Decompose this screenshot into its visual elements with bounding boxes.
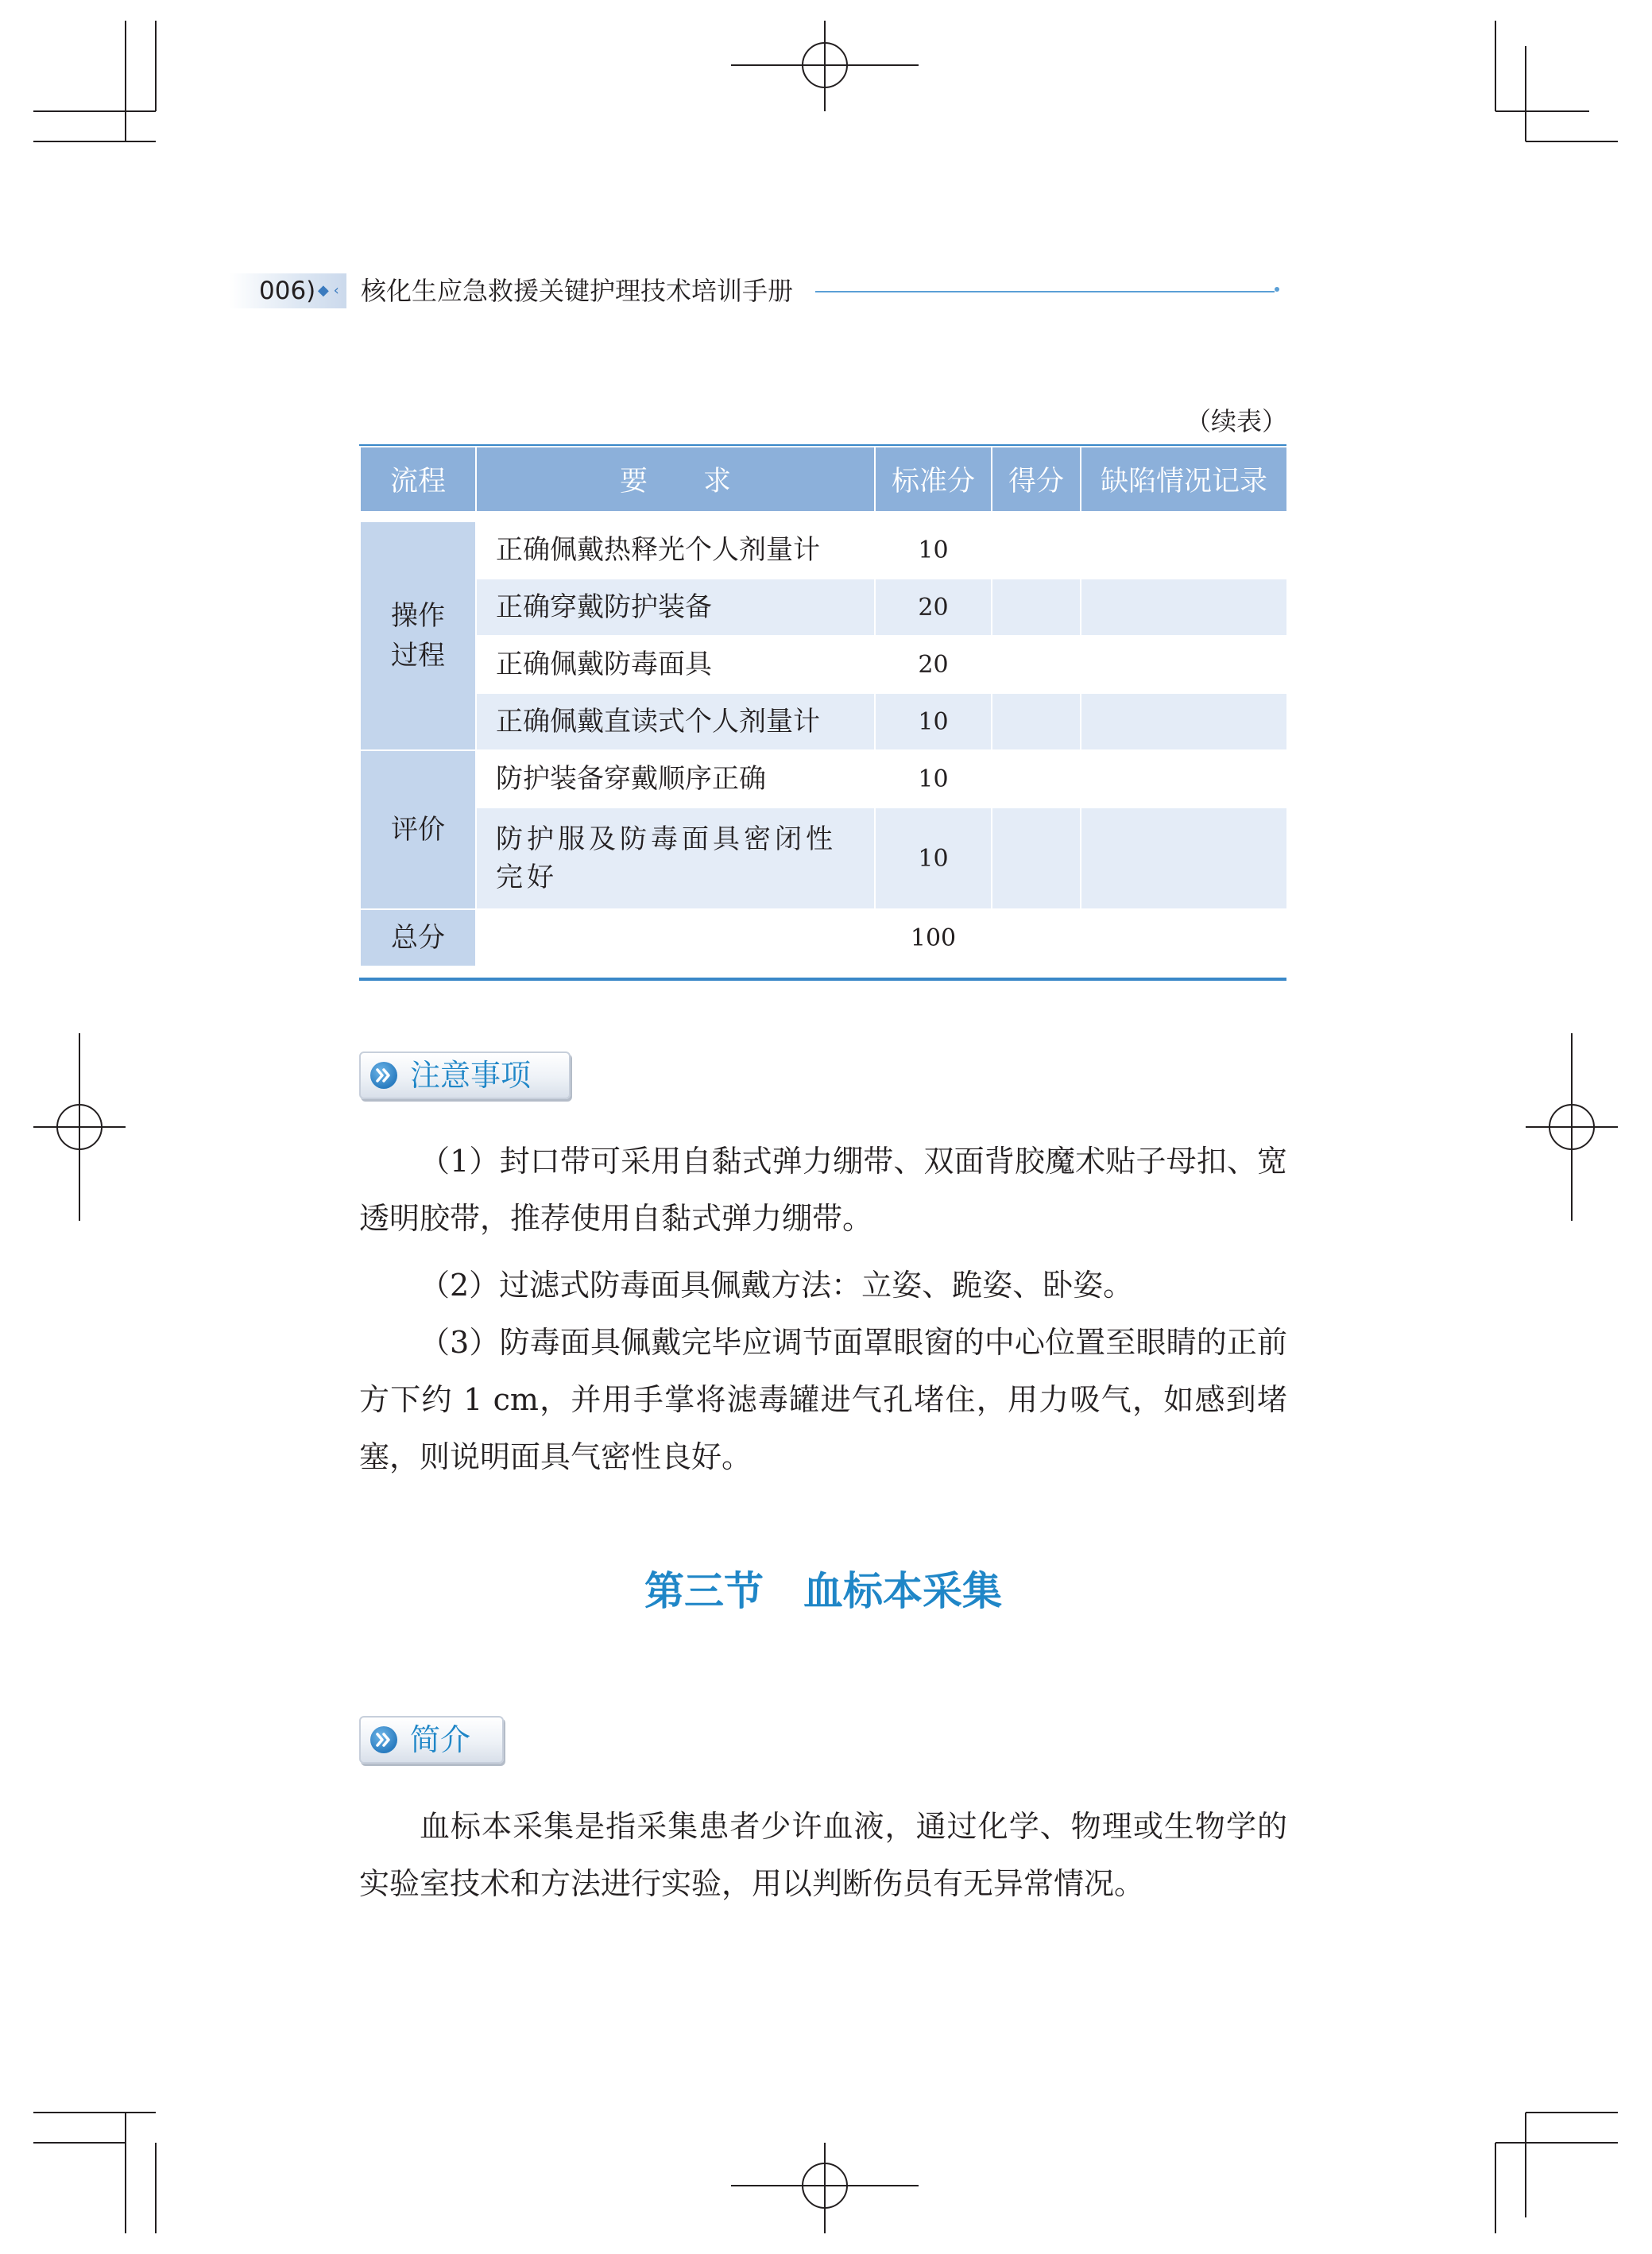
table-row xyxy=(360,579,1287,636)
category-cell: 评价 xyxy=(360,750,476,909)
table-row xyxy=(360,807,1287,909)
requirement-cell xyxy=(476,909,875,966)
standard-score-cell: 10 xyxy=(875,521,992,579)
score-cell xyxy=(992,521,1081,579)
page-number: 006) xyxy=(259,277,316,305)
category-cell: 操作 过程 xyxy=(360,521,476,750)
score-cell xyxy=(992,579,1081,636)
header-rule xyxy=(815,291,1275,292)
note-item: （2）过滤式防毒面具佩戴方法：立姿、跪姿、卧姿。 xyxy=(420,1268,1134,1303)
score-cell xyxy=(992,807,1081,909)
double-chevron-icon xyxy=(370,1726,397,1753)
defect-record-cell xyxy=(1081,750,1287,807)
defect-record-cell xyxy=(1081,693,1287,750)
table-row xyxy=(360,693,1287,750)
section-title: 第三节 血标本采集 xyxy=(644,1568,1002,1614)
column-header: 要 求 xyxy=(476,447,875,512)
column-header: 标准分 xyxy=(875,447,992,512)
column-header: 流程 xyxy=(360,447,476,512)
running-header xyxy=(229,273,1286,308)
requirement-cell: 防护服及防毒面具密闭性完好 xyxy=(476,807,875,909)
header-rule-end-dot xyxy=(1275,287,1279,292)
total-label-cell: 总分 xyxy=(360,909,476,966)
defect-record-cell xyxy=(1081,579,1287,636)
score-cell xyxy=(992,693,1081,750)
standard-score-cell: 10 xyxy=(875,693,992,750)
requirement-cell: 正确佩戴防毒面具 xyxy=(476,636,875,693)
standard-score-cell: 20 xyxy=(875,636,992,693)
column-header: 得分 xyxy=(992,447,1081,512)
intro-paragraph: 血标本采集是指采集患者少许血液，通过化学、物理或生物学的实验室技术和方法进行实验，用以判断伤员有无异常情况。 xyxy=(359,1809,1287,1901)
requirement-cell: 防护装备穿戴顺序正确 xyxy=(476,750,875,807)
requirement-cell: 正确穿戴防护装备 xyxy=(476,579,875,636)
score-cell xyxy=(992,636,1081,693)
requirement-cell: 正确佩戴直读式个人剂量计 xyxy=(476,693,875,750)
score-cell xyxy=(992,909,1081,966)
total-row xyxy=(360,909,1287,966)
standard-score-cell: 10 xyxy=(875,807,992,909)
double-chevron-icon xyxy=(370,1062,397,1089)
defect-record-cell xyxy=(1081,909,1287,966)
intro-heading-tag xyxy=(359,1716,504,1764)
notes-heading: 注意事项 xyxy=(410,1058,532,1093)
table-row xyxy=(360,521,1287,579)
book-title: 核化生应急救援关键护理技术培训手册 xyxy=(361,276,794,306)
table-row xyxy=(360,636,1287,693)
total-score-cell: 100 xyxy=(875,909,992,966)
intro-heading: 简介 xyxy=(410,1722,471,1757)
header-dots-icon: ◆ ‹ xyxy=(318,282,339,299)
note-item: （3）防毒面具佩戴完毕应调节面罩眼窗的中心位置至眼睛的正前方下约 1 cm，并用手掌将滤毒罐进气孔堵住，用力吸气，如感到堵塞，则说明面具气密性良好。 xyxy=(359,1325,1287,1474)
score-cell xyxy=(992,750,1081,807)
standard-score-cell: 20 xyxy=(875,579,992,636)
score-table xyxy=(359,446,1288,967)
requirement-cell: 正确佩戴热释光个人剂量计 xyxy=(476,521,875,579)
standard-score-cell: 10 xyxy=(875,750,992,807)
column-header: 缺陷情况记录 xyxy=(1081,447,1287,512)
table-row xyxy=(360,750,1287,807)
defect-record-cell xyxy=(1081,807,1287,909)
table-continued-label: （续表） xyxy=(1185,406,1287,436)
notes-heading-tag xyxy=(359,1051,571,1099)
table-header-row xyxy=(360,447,1287,512)
defect-record-cell xyxy=(1081,636,1287,693)
table-bottom-rule xyxy=(359,978,1286,981)
note-item: （1）封口带可采用自黏式弹力绷带、双面背胶魔术贴子母扣、宽透明胶带，推荐使用自黏式弹力绷带。 xyxy=(359,1144,1287,1236)
defect-record-cell xyxy=(1081,521,1287,579)
